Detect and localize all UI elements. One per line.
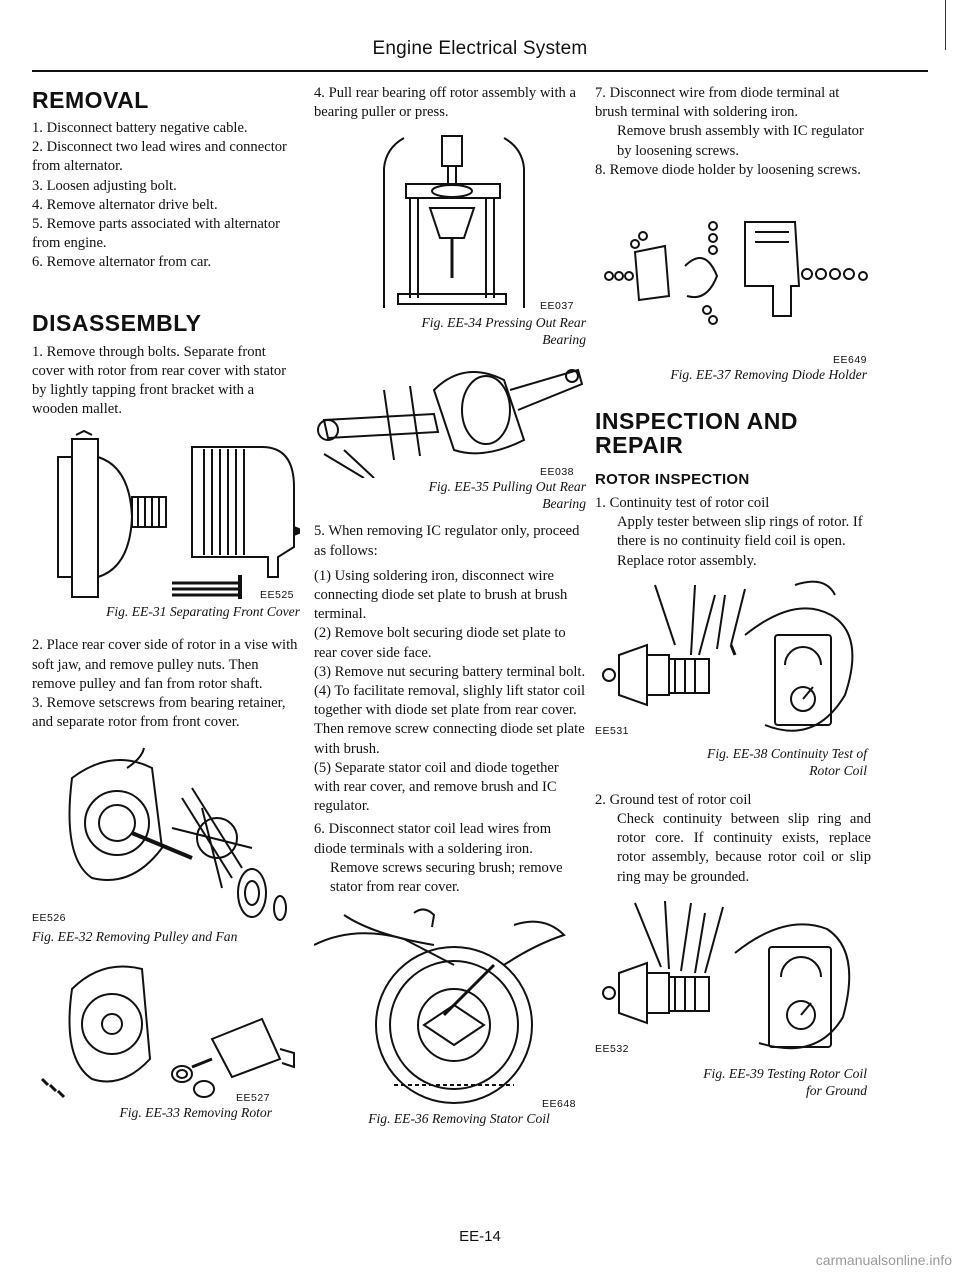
procedure-step: 7. Disconnect wire from diode terminal at brush terminal with soldering iron.: [595, 85, 840, 121]
figure-caption-line: Fig. EE-35 Pulling Out Rear: [428, 479, 586, 495]
disassembly-step: 1. Remove through bolts. Separate front cover with rotor from rear cover with stator by lightly tapping front bracket with a wooden mallet.: [32, 343, 287, 418]
substep: (4) To facilitate removal, slighly lift stator coil together with diode set plate from rear cover. Then remove screw connecting diode set plate with brush.: [314, 683, 586, 757]
figure-caption-line: Bearing: [542, 496, 586, 512]
figure-caption: Fig. EE-36 Removing Stator Coil: [368, 1111, 550, 1127]
illustration-removing-pulley-and-fan: [32, 738, 300, 928]
figure-caption: Fig. EE-31 Separating Front Cover: [106, 604, 300, 620]
substep: (2) Remove bolt securing diode set plate to rear cover side face.: [314, 625, 566, 661]
illustration-removing-stator-coil: [314, 905, 586, 1110]
figure-pulling-out-rear-bearing: [314, 350, 586, 478]
figure-caption-line: for Ground: [805, 1082, 867, 1098]
illustration-removing-diode-holder: [595, 206, 871, 366]
procedure-step: 4. Pull rear bearing off rotor assembly with a bearing puller or press.: [314, 85, 576, 121]
figure-testing-rotor-coil-for-ground: [595, 893, 871, 1065]
substep: (5) Separate stator coil and diode together with rear cover, and remove brush and IC regulator.: [314, 759, 559, 815]
watermark: carmanualsonline.info: [815, 1252, 952, 1268]
figure-separating-front-cover: [32, 427, 300, 603]
figure-code: EE527: [235, 1092, 270, 1105]
removal-step: 2. Disconnect two lead wires and connector from alternator.: [32, 139, 287, 175]
illustration-continuity-test: [595, 575, 871, 745]
removal-step: 6. Remove alternator from car.: [32, 254, 212, 271]
removal-step: 3. Loosen adjusting bolt.: [32, 177, 177, 194]
subsection-heading-rotor-inspection: ROTOR INSPECTION: [595, 471, 750, 489]
illustration-pressing-out-rear-bearing: [314, 128, 586, 314]
column-right: [595, 78, 871, 1099]
figure-code: EE525: [259, 589, 294, 602]
column-left: [32, 78, 300, 1121]
header-rule: [32, 70, 928, 72]
page-number: EE-14: [459, 1228, 501, 1245]
figure-code: EE038: [539, 466, 574, 479]
removal-step: 5. Remove parts associated with alternator from engine.: [32, 216, 281, 252]
procedure-step-continued: Remove brush assembly with IC regulator by loosening screws.: [617, 123, 864, 159]
figure-caption-line: Fig. EE-38 Continuity Test of: [707, 745, 867, 761]
figure-caption-line: Rotor Coil: [809, 762, 867, 778]
section-heading-disassembly: DISASSEMBLY: [32, 309, 202, 336]
procedure-step: 1. Continuity test of rotor coil: [595, 495, 770, 512]
figure-code: EE648: [541, 1098, 576, 1111]
figure-caption-line: Fig. EE-39 Testing Rotor Coil: [703, 1065, 867, 1081]
figure-removing-rotor: [32, 949, 300, 1104]
procedure-step: 5. When removing IC regulator only, proceed as follows:: [314, 523, 580, 559]
figure-code: EE037: [539, 300, 574, 313]
figure-caption: Fig. EE-33 Removing Rotor: [119, 1105, 272, 1121]
removal-steps: [32, 119, 300, 273]
procedure-step: 8. Remove diode holder by loosening screws.: [595, 161, 861, 178]
section-heading-inspection: INSPECTION AND: [595, 408, 798, 435]
illustration-separating-front-cover: [32, 427, 300, 603]
procedure-step-continued: Replace rotor assembly.: [617, 552, 757, 569]
figure-caption-line: Bearing: [542, 332, 586, 348]
procedure-step-continued: Check continuity between slip ring and rotor core. If continuity exists, replace rotor assembly, because rotor coil or slip ring may be grounded.: [617, 811, 871, 885]
figure-removing-pulley-and-fan: [32, 738, 300, 928]
figure-continuity-test-rotor-coil: [595, 575, 871, 745]
procedure-step-continued: Remove screws securing brush; remove stator from rear cover.: [330, 859, 563, 896]
disassembly-step: 2. Place rear cover side of rotor in a vise with soft jaw, and remove pulley nuts. Then remove pulley and fan from rotor shaft.: [32, 637, 298, 692]
section-heading-inspection-cont: REPAIR: [595, 432, 684, 459]
figure-caption-line: Fig. EE-34 Pressing Out Rear: [421, 315, 586, 331]
figure-code: EE532: [595, 1042, 630, 1055]
figure-pressing-out-rear-bearing: [314, 128, 586, 314]
figure-code: EE526: [32, 912, 67, 925]
column-middle: [314, 78, 586, 1127]
substep: (3) Remove nut securing battery terminal bolt.: [314, 663, 586, 680]
margin-mark: [945, 0, 946, 50]
figure-caption: Fig. EE-32 Removing Pulley and Fan: [32, 929, 238, 945]
figure-caption: Fig. EE-37 Removing Diode Holder: [670, 367, 867, 383]
removal-step: 4. Remove alternator drive belt.: [32, 196, 218, 213]
section-heading-removal: REMOVAL: [32, 87, 149, 113]
disassembly-step: 3. Remove setscrews from bearing retainer, and separate rotor from front cover.: [32, 695, 286, 731]
procedure-step: 6. Disconnect stator coil lead wires from diode terminals with a soldering iron.: [314, 821, 552, 857]
illustration-ground-test: [595, 893, 871, 1065]
page-header: Engine Electrical System: [372, 38, 588, 59]
figure-removing-diode-holder: [595, 206, 871, 366]
figure-code: EE531: [595, 724, 630, 737]
procedure-step: 2. Ground test of rotor coil: [595, 791, 752, 808]
figure-code: EE649: [832, 354, 867, 367]
figure-removing-stator-coil: [314, 905, 586, 1110]
substeps: [314, 567, 586, 817]
removal-step: 1. Disconnect battery negative cable.: [32, 120, 248, 136]
substep: (1) Using soldering iron, disconnect wire connecting diode set plate to brush at brush terminal.: [314, 567, 568, 623]
illustration-removing-rotor: [32, 949, 300, 1104]
procedure-step-continued: Apply tester between slip rings of rotor. If there is no continuity field coil is open.: [617, 514, 863, 550]
illustration-pulling-out-rear-bearing: [314, 350, 586, 478]
